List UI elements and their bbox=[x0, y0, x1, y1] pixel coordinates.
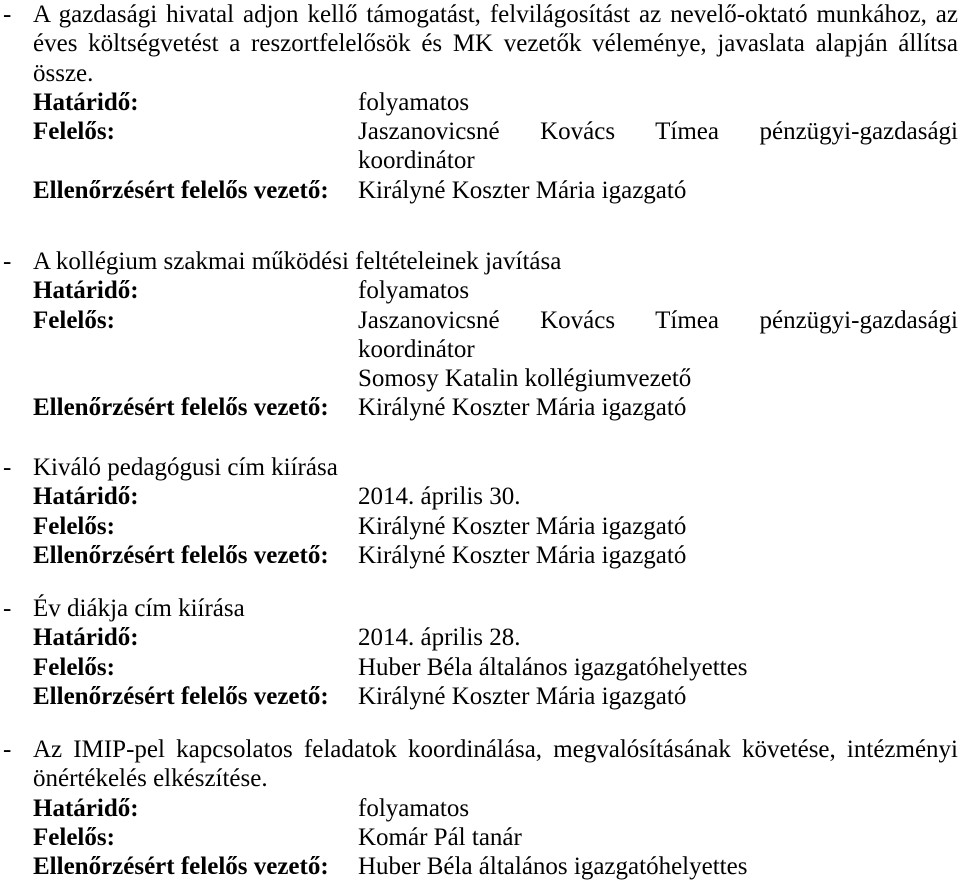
responsible-row bbox=[33, 117, 958, 146]
supervisor-value: Huber Béla általános igazgatóhelyettes bbox=[358, 853, 748, 881]
task-description-text: A kollégium szakmai működési feltételeinek javítása bbox=[33, 248, 562, 275]
responsible-label: Felelős: bbox=[33, 653, 115, 681]
supervisor-value: Királyné Koszter Mária igazgató bbox=[358, 541, 687, 569]
bullet-dash: - bbox=[3, 736, 12, 763]
deadline-value: 2014. április 30. bbox=[358, 483, 521, 511]
supervisor-label: Ellenőrzésért felelős vezető: bbox=[33, 541, 329, 569]
deadline-value: folyamatos bbox=[358, 277, 470, 305]
label-spacer bbox=[33, 335, 358, 364]
deadline-row bbox=[33, 482, 958, 511]
responsible-row bbox=[33, 823, 958, 852]
deadline-label: Határidő: bbox=[33, 277, 139, 305]
supervisor-row bbox=[33, 541, 958, 570]
deadline-value: 2014. április 28. bbox=[358, 624, 521, 652]
task-description-text: Év diákja cím kiírása bbox=[33, 595, 245, 622]
task-description-line bbox=[3, 594, 958, 623]
responsible-value: Somosy Katalin kollégiumvezető bbox=[358, 365, 692, 393]
responsible-label: Felelős: bbox=[33, 118, 115, 146]
task-description-text: össze. bbox=[33, 59, 94, 87]
deadline-value: folyamatos bbox=[358, 88, 470, 116]
supervisor-label: Ellenőrzésért felelős vezető: bbox=[33, 394, 329, 422]
task-item bbox=[0, 247, 960, 423]
responsible-value: koordinátor bbox=[358, 147, 475, 175]
task-description-line bbox=[33, 764, 958, 793]
deadline-label: Határidő: bbox=[33, 794, 139, 822]
bullet-dash: - bbox=[3, 248, 12, 275]
deadline-label: Határidő: bbox=[33, 88, 139, 116]
task-description-line bbox=[33, 29, 958, 58]
task-description-line bbox=[3, 0, 958, 29]
task-description-text: éves költségvetést a reszortfelelősök és MK vezetők véleménye, javaslata alapján állítsa bbox=[33, 30, 958, 58]
responsible-value: Huber Béla általános igazgatóhelyettes bbox=[358, 653, 748, 681]
bullet-dash: - bbox=[3, 1, 12, 28]
responsible-label: Felelős: bbox=[33, 512, 115, 540]
label-spacer bbox=[33, 364, 358, 393]
task-description-line bbox=[33, 59, 958, 88]
task-description-text: A gazdasági hivatal adjon kellő támogatást, felvilágosítást az nevelő-oktató munkához, az bbox=[33, 1, 958, 28]
responsible-value: Királyné Koszter Mária igazgató bbox=[358, 512, 687, 540]
supervisor-value: Királyné Koszter Mária igazgató bbox=[358, 176, 687, 204]
responsible-label: Felelős: bbox=[33, 823, 115, 851]
supervisor-row bbox=[33, 393, 958, 422]
deadline-row bbox=[33, 794, 958, 823]
supervisor-value: Királyné Koszter Mária igazgató bbox=[358, 394, 687, 422]
responsible-value: Komár Pál tanár bbox=[358, 823, 522, 851]
deadline-row bbox=[33, 88, 958, 117]
task-description-line bbox=[3, 453, 958, 482]
task-description-text: Kiváló pedagógusi cím kiírása bbox=[33, 454, 338, 481]
supervisor-row bbox=[33, 682, 958, 711]
task-item bbox=[0, 735, 960, 881]
supervisor-label: Ellenőrzésért felelős vezető: bbox=[33, 176, 329, 204]
supervisor-row bbox=[33, 176, 958, 205]
label-spacer bbox=[33, 146, 358, 175]
deadline-label: Határidő: bbox=[33, 624, 139, 652]
responsible-row bbox=[33, 306, 958, 335]
supervisor-row bbox=[33, 852, 958, 881]
task-description-line bbox=[3, 735, 958, 764]
task-item bbox=[0, 453, 960, 570]
deadline-row bbox=[33, 276, 958, 305]
responsible-value: Jaszanovicsné Kovács Tímea pénzügyi-gazdasági bbox=[358, 118, 958, 146]
task-item bbox=[0, 594, 960, 711]
deadline-value: folyamatos bbox=[358, 794, 470, 822]
supervisor-value: Királyné Koszter Mária igazgató bbox=[358, 682, 687, 710]
deadline-label: Határidő: bbox=[33, 483, 139, 511]
task-description-text: önértékelés elkészítése. bbox=[33, 765, 268, 793]
responsible-row bbox=[33, 512, 958, 541]
task-item bbox=[0, 0, 960, 205]
responsible-label: Felelős: bbox=[33, 306, 115, 334]
supervisor-label: Ellenőrzésért felelős vezető: bbox=[33, 682, 329, 710]
responsible-row bbox=[33, 335, 958, 364]
responsible-row bbox=[33, 653, 958, 682]
supervisor-label: Ellenőrzésért felelős vezető: bbox=[33, 853, 329, 881]
responsible-row bbox=[33, 364, 958, 393]
responsible-value: koordinátor bbox=[358, 335, 475, 363]
deadline-row bbox=[33, 623, 958, 652]
task-description-text: Az IMIP-pel kapcsolatos feladatok koordinálása, megvalósításának követése, intézményi bbox=[33, 736, 958, 763]
responsible-row bbox=[33, 146, 958, 175]
bullet-dash: - bbox=[3, 595, 12, 622]
task-description-line bbox=[3, 247, 958, 276]
responsible-value: Jaszanovicsné Kovács Tímea pénzügyi-gazdasági bbox=[358, 306, 958, 334]
bullet-dash: - bbox=[3, 454, 12, 481]
